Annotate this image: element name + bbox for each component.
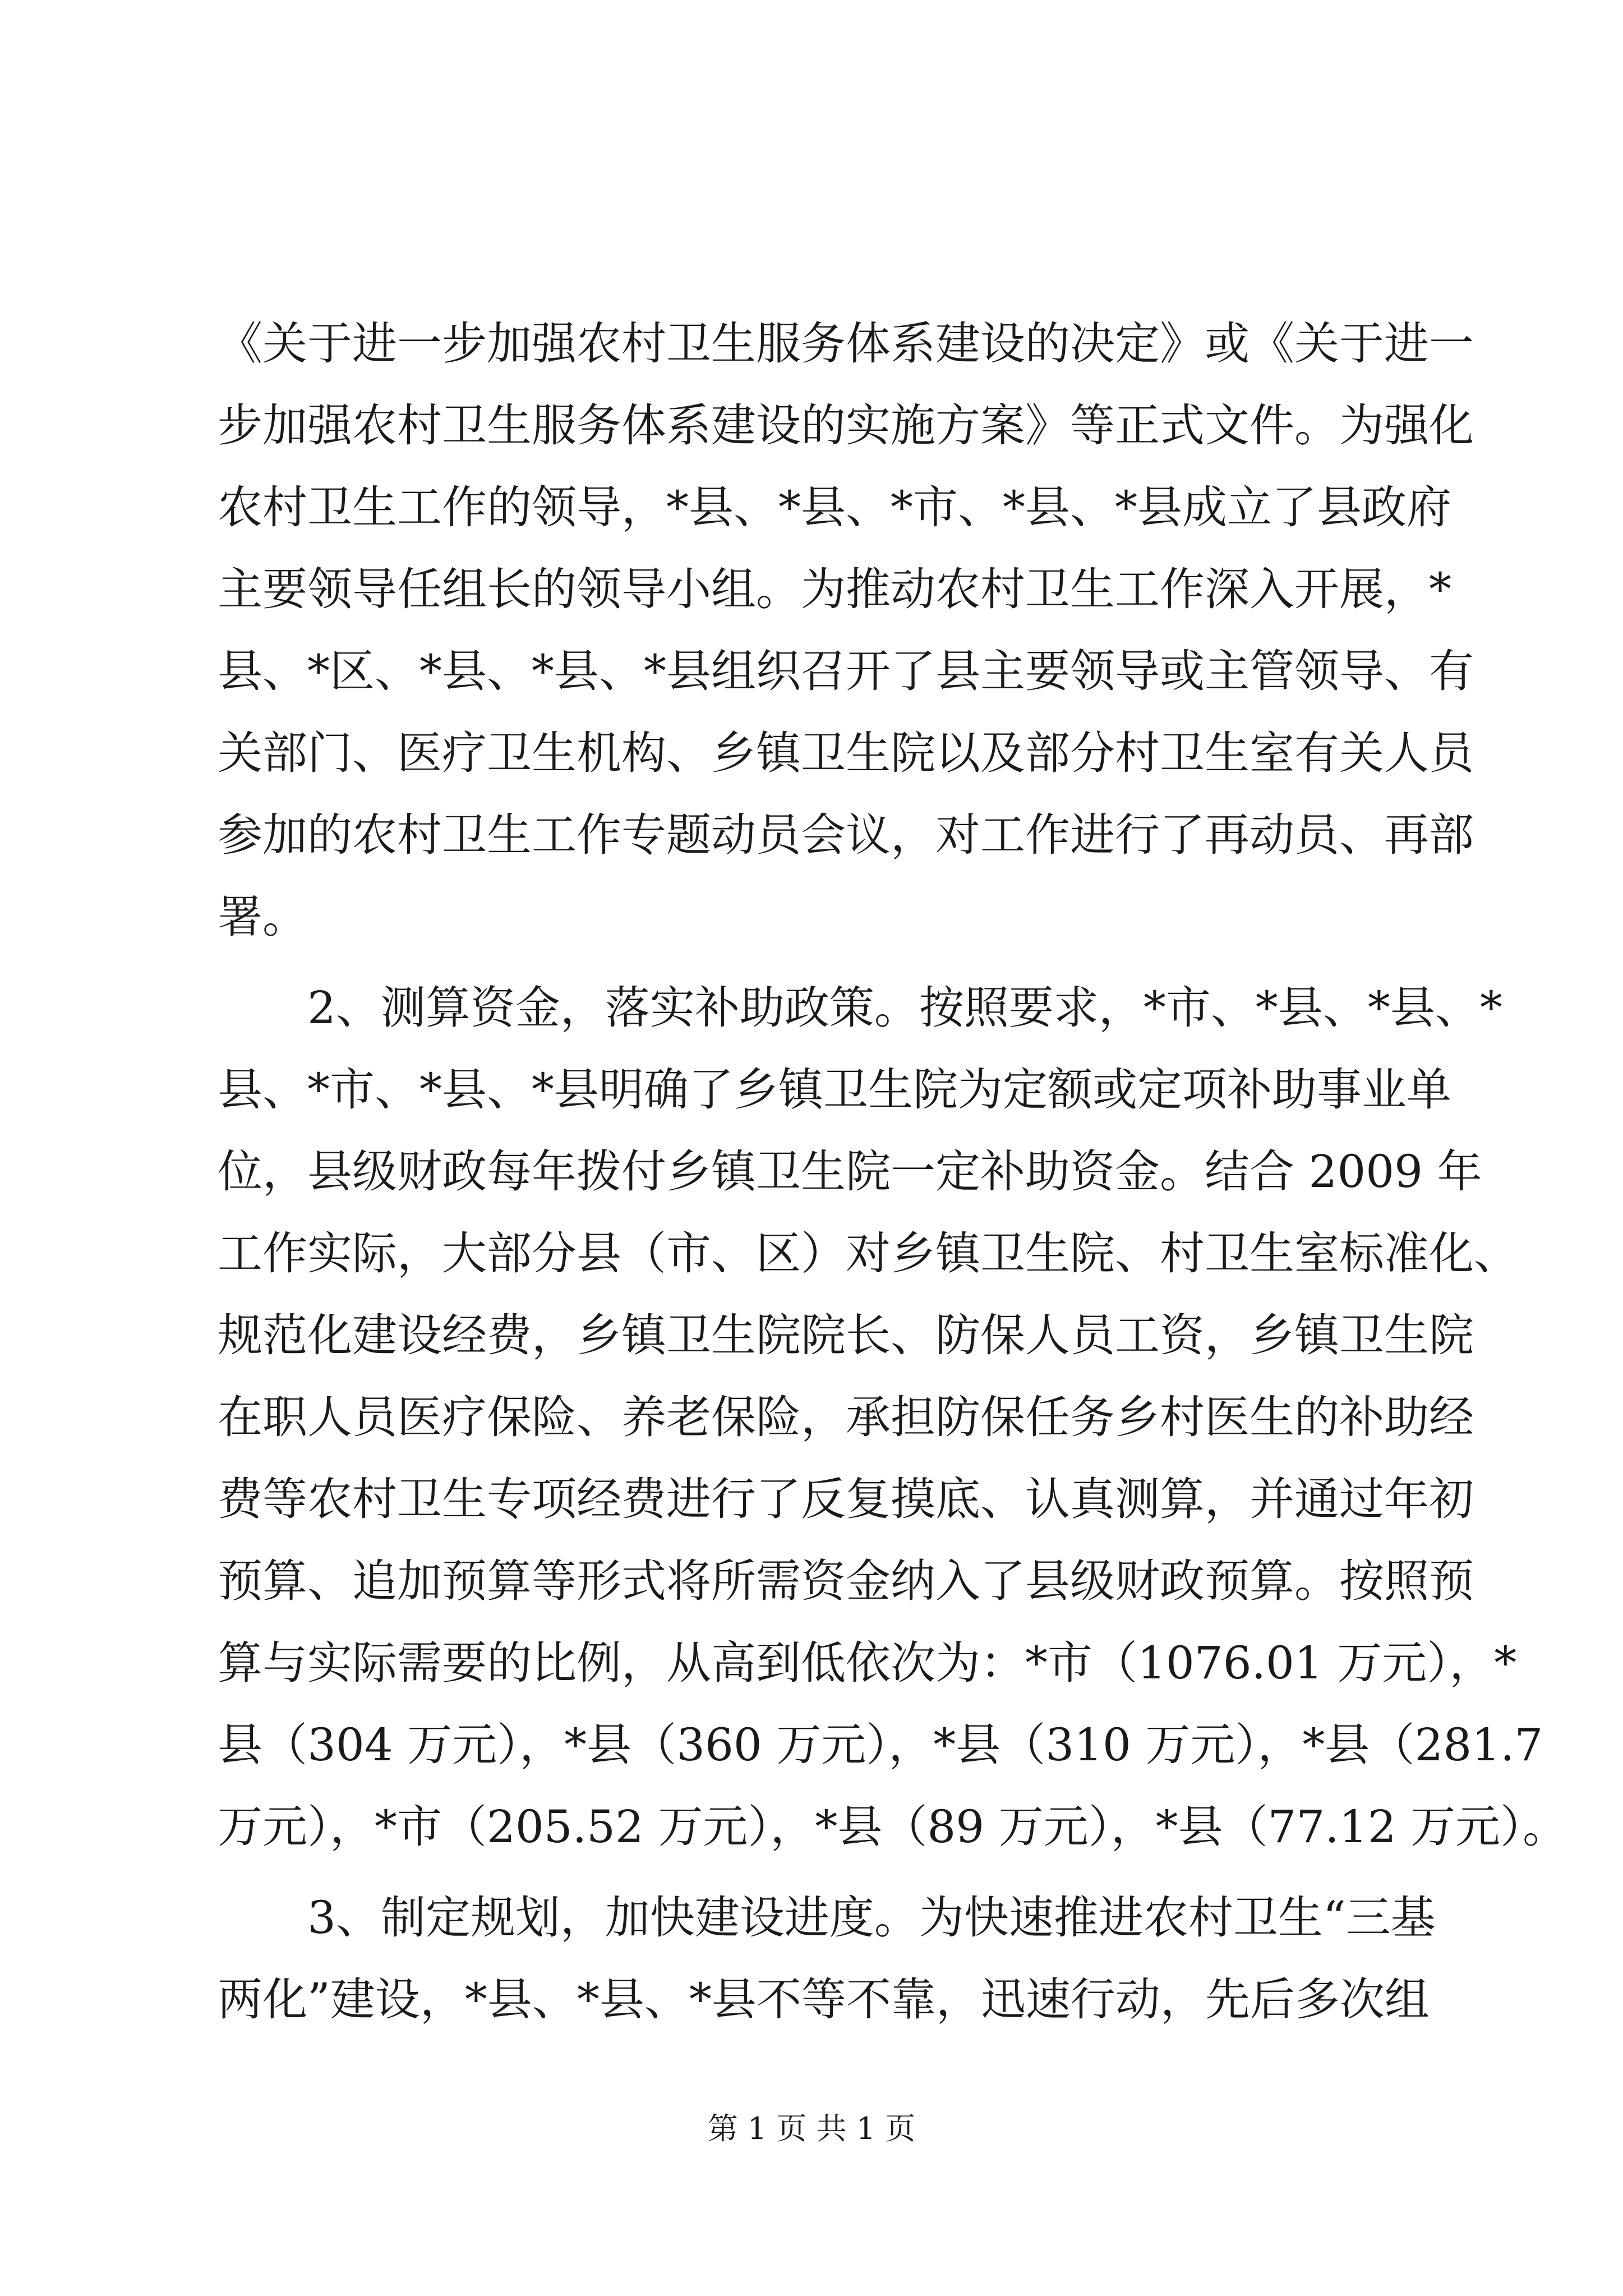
text-line: 步加强农村卫生服务体系建设的实施方案》等正式文件。为强化: [218, 399, 1474, 452]
text-line: 县、*区、*县、*县、*县组织召开了县主要领导或主管领导、有: [218, 645, 1474, 697]
text-line: 关部门、医疗卫生机构、乡镇卫生院以及部分村卫生室有关人员: [218, 727, 1474, 779]
text-line: 两化”建设，*县、*县、*县不等不靠，迅速行动，先后多次组: [218, 1973, 1430, 2026]
text-line: 2、测算资金，落实补助政策。按照要求，*市、*县、*县、*: [307, 982, 1502, 1034]
document-body: [218, 303, 1568, 2041]
text-line: 在职人员医疗保险、养老保险，承担防保任务乡村医生的补助经: [218, 1391, 1474, 1443]
text-line: 农村卫生工作的领导，*县、*县、*市、*县、*县成立了县政府: [218, 481, 1451, 533]
text-line: 万元），*市（205.52 万元），*县（89 万元），*县（77.12 万元）。: [218, 1801, 1568, 1853]
text-line: 算与实际需要的比例，从高到低依次为：*市（1076.01 万元），*: [218, 1637, 1517, 1689]
paragraph-2: [218, 967, 1568, 1868]
paragraph-1: [218, 303, 1474, 958]
text-line: 费等农村卫生专项经费进行了反复摸底、认真测算，并通过年初: [218, 1473, 1474, 1525]
text-line: 预算、追加预算等形式将所需资金纳入了县级财政预算。按照预: [218, 1555, 1474, 1607]
text-line: 《关于进一步加强农村卫生服务体系建设的决定》或《关于进一: [218, 318, 1474, 370]
text-line: 县、*市、*县、*县明确了乡镇卫生院为定额或定项补助事业单: [218, 1064, 1451, 1116]
text-line: 规范化建设经费，乡镇卫生院院长、防保人员工资，乡镇卫生院: [218, 1309, 1474, 1361]
text-line: 署。: [218, 891, 307, 943]
page-footer: 第 1 页 共 1 页: [707, 2111, 916, 2146]
text-line: 3、制定规划，加快建设进度。为快速推进农村卫生“三基: [307, 1892, 1436, 1944]
text-line: 县（304 万元），*县（360 万元），*县（310 万元），*县（281.7: [218, 1719, 1543, 1771]
text-line: 位，县级财政每年拨付乡镇卫生院一定补助资金。结合 2009 年: [218, 1145, 1482, 1198]
paragraph-3: [218, 1877, 1436, 2041]
text-line: 工作实际，大部分县（市、区）对乡镇卫生院、村卫生室标准化、: [218, 1227, 1519, 1280]
text-line: 主要领导任组长的领导小组。为推动农村卫生工作深入开展，*: [218, 563, 1451, 615]
text-line: 参加的农村卫生工作专题动员会议，对工作进行了再动员、再部: [218, 809, 1474, 861]
